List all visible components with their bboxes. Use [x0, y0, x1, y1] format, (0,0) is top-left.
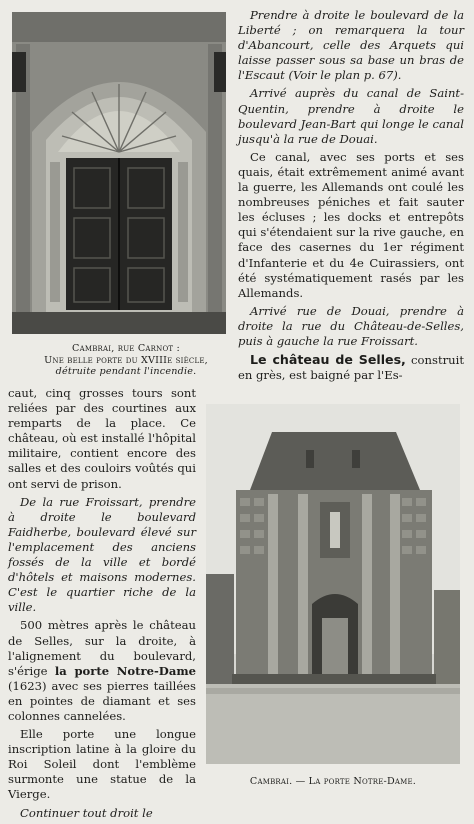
caption-porte-notre-dame: Cambrai. — La porte Notre-Dame. [249, 776, 417, 787]
text-column-left-bottom [8, 386, 196, 824]
caption-rue-carnot [8, 343, 244, 378]
caption-line-2: Une belle porte du XVIIIe siècle, [44, 354, 208, 366]
paragraph-faidherbe: De la rue Froissart, prendre à droite le boulevard Faidherbe, boulevard élevé sur l'emplacement des anciens fossés de la ville et bordé d'hôtels et maisons modernes. C'est le quartier riche de la ville. [8, 494, 196, 615]
paragraph-chateau-continued: caut, cinq grosses tours sont reliées par des courtines aux remparts de la place. Ce château, où est installé l'hôpital militaire, contient encore des salles et des couloirs voûtés qui ont servi de prison. [8, 386, 196, 491]
porte-notre-dame-heading: la porte Notre-Dame [54, 663, 196, 678]
text-column-right-top [238, 8, 464, 386]
chateau-selles-text: construit en grès, est baigné par l'Es- [238, 353, 464, 383]
paragraph-inscription: Elle porte une longue inscription latine à la gloire du Roi Soleil dont l'emblème surmonte une statue de la Vierge. [8, 727, 196, 802]
chateau-selles-heading: Le château de Selles, [250, 352, 406, 368]
paragraph-continuer: Continuer tout droit le [20, 805, 153, 820]
paragraph-chateau-selles [238, 352, 464, 383]
caption-line-1: Cambrai, rue Carnot : [72, 343, 180, 354]
paragraph-canal-history: Ce canal, avec ses ports et ses quais, était extrêmement animé avant la guerre, les Allemands ont coulé les nombreuses péniches et fait sauter les écluses ; les docks et entrepôts qui s'étendaient sur la rive gauche, en face des casernes du 1er régiment d'Infanterie et du 4e Cuirassiers, ont été systématiquement rasés par les Allemands. [238, 149, 464, 300]
photo-porte-notre-dame [206, 404, 460, 764]
photo-rue-carnot-door [12, 12, 226, 334]
paragraph-porte-notre-dame [8, 618, 196, 724]
porte-text-b: (1623) avec ses pierres taillées en pointes de diamant et ses colonnes cannelées. [8, 678, 196, 723]
porte-text-a: 500 mètres après le château de Selles, sur la droite, à l'alignement du boulevard, s'érige [8, 618, 196, 678]
paragraph-rue-de-douai: Arrivé rue de Douai, prendre à droite la rue du Château-de-Selles, puis à gauche la rue Froissart. [238, 303, 464, 348]
paragraph-canal-route: Arrivé auprès du canal de Saint-Quentin, prendre à droite le boulevard Jean-Bart qui longe le canal jusqu'à la rue de Douai. [238, 86, 464, 146]
paragraph-liberte: Prendre à droite le boulevard de la Liberté ; on remarquera la tour d'Abancourt, celle des Arquets qui laisse passer sous sa base un bras de l'Escaut (Voir le plan p. 67). [238, 8, 464, 83]
caption-line-3: détruite pendant l'incendie. [55, 366, 197, 378]
